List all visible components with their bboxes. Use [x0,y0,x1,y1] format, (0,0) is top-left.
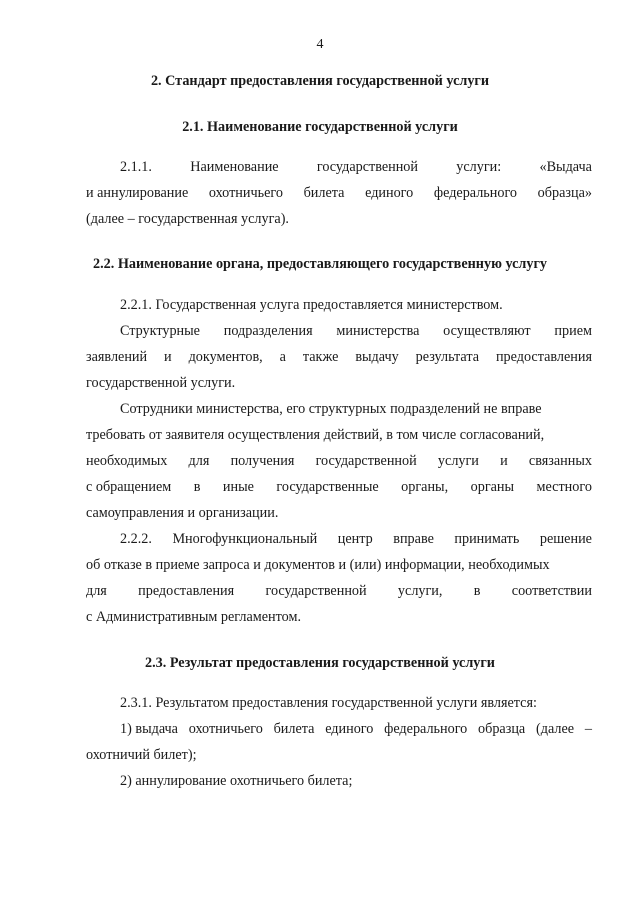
paragraph-staff-line-1: Сотрудники министерства, его структурных подразделений не вправе [120,401,542,417]
paragraph-2-1-1-line-3: (далее – государственная услуга). [86,211,289,227]
list-item-1-line-2: охотничий билет); [86,747,197,763]
section-heading-2: 2. Стандарт предоставления государственной услуги [150,73,490,89]
paragraph-2-1-1-line-2: и аннулирование охотничьего билета единого федерального образца» [86,185,592,201]
subsection-heading-2-2: 2.2. Наименование органа, предоставляющего государственную услугу [92,256,548,272]
paragraph-2-2-2-line-4: с Административным регламентом. [86,609,301,625]
paragraph-2-3-1: 2.3.1. Результатом предоставления государственной услуги является: [120,695,537,711]
paragraph-2-1-1-line-1: 2.1.1. Наименование государственной услуги: «Выдача [120,159,592,175]
paragraph-structure-line-1: Структурные подразделения министерства осуществляют прием [120,323,592,339]
paragraph-2-2-1: 2.2.1. Государственная услуга предоставляется министерством. [120,297,503,313]
paragraph-structure-line-3: государственной услуги. [86,375,236,391]
paragraph-staff-line-5: самоуправления и организации. [86,505,279,521]
paragraph-staff-line-3: необходимых для получения государственной услуги и связанных [86,453,592,469]
paragraph-staff-line-2: требовать от заявителя осуществления действий, в том числе согласований, [86,427,545,443]
paragraph-2-2-2-line-2: об отказе в приеме запроса и документов и (или) информации, необходимых [86,557,550,573]
paragraph-2-2-2-line-3: для предоставления государственной услуги, в соответствии [86,583,592,599]
paragraph-staff-line-4: с обращением в иные государственные органы, органы местного [86,479,592,495]
subsection-heading-2-1: 2.1. Наименование государственной услуги [182,119,458,135]
page-number: 4 [316,37,324,52]
paragraph-structure-line-2: заявлений и документов, а также выдачу результата предоставления [86,349,592,365]
paragraph-2-2-2-line-1: 2.2.2. Многофункциональный центр вправе принимать решение [120,531,592,547]
list-item-2: 2) аннулирование охотничьего билета; [120,773,353,789]
subsection-heading-2-3: 2.3. Результат предоставления государственной услуги [144,655,495,671]
list-item-1-line-1: 1) выдача охотничьего билета единого федерального образца (далее – [120,721,592,737]
